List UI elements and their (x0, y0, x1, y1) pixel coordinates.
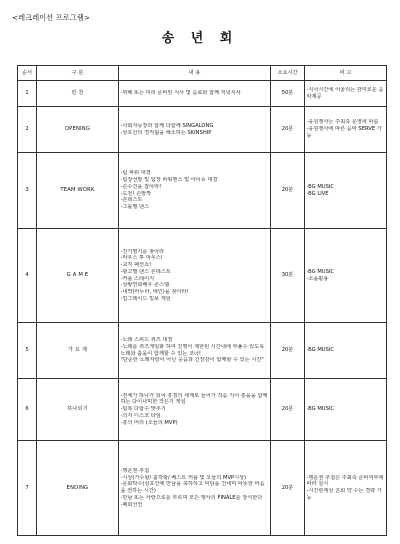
table-row (18, 153, 387, 229)
content-line: -상황연회배우 콘스탭 (120, 282, 170, 289)
row-note (305, 441, 387, 536)
content-line: -교직 패션쇼! (120, 262, 152, 268)
row-content (119, 81, 271, 107)
content-line: -문화박수(상호간에 만남을 축하하고 덕담을 건네며 따뜻한 마음을 전하는 시간) (120, 481, 265, 494)
row-duration: 20분 (271, 441, 305, 536)
content-line: -의자 디스코 타임 (120, 412, 161, 419)
content-line: -흔데스트 (120, 197, 143, 204)
row-note (305, 153, 387, 229)
table-row (18, 107, 387, 153)
table-row (18, 379, 387, 441)
row-note (305, 229, 387, 323)
program-caption: <레크레이션 프로그램> (12, 13, 91, 22)
note-line: -BG LIVE (306, 190, 329, 197)
row-category: TEAM WORK (37, 153, 119, 229)
row-number: 6 (18, 379, 37, 441)
row-category: G A M E (37, 229, 119, 323)
row-duration: 30분 (271, 229, 305, 323)
content-line: -그룹별 댄스 (120, 204, 150, 210)
note-line: -BG MUSIC (306, 406, 335, 413)
row-duration: 50분 (271, 81, 305, 107)
row-content (119, 153, 271, 229)
header-category: 구 분 (37, 66, 119, 81)
content-line: -만남 또는 사랑으로를 부르며 모든 행사의 FINALE를 장식한다 (120, 494, 263, 501)
row-duration: 20분 (271, 107, 305, 153)
row-number: 1 (18, 81, 37, 107)
row-number: 3 (18, 153, 37, 229)
row-note (305, 323, 387, 379)
note-line: -웅원쟁사에 따른 음악 SERVE 가능 (306, 126, 382, 139)
header-duration: 소요시간 (271, 66, 305, 81)
content-line: -업그레이드 빙보 게임 (120, 295, 171, 302)
row-number: 2 (18, 107, 37, 153)
row-content (119, 107, 271, 153)
note-line: -웅원쟁사는 주최측 운영에 따름 (306, 119, 379, 126)
row-category: 하나되기 (37, 379, 119, 441)
header-content: 내 용 (119, 66, 271, 81)
row-content (119, 323, 271, 379)
content-line: -행운권 추첨 (120, 467, 150, 474)
content-line: -팀장선발 및 팀장 파워맨스 및 아이쥬 대결 (120, 177, 218, 183)
page-title: 송 년 회 (161, 31, 239, 46)
content-line: -폐회선언 (120, 501, 143, 508)
content-line: -노래를 퀴즈게임화 하여 진행이 제한된 시간내에 부풀수 있도록 노래와 춤을이 함께할 수 있는 코너! (120, 343, 265, 357)
row-number: 5 (18, 323, 37, 379)
content-line: -상호간의 경직됨을 해소하는 SKINSHIP (120, 129, 212, 136)
row-duration: 20분 (271, 379, 305, 441)
content-line: "단순한 노래자랑이 아닌 웃음과 긴장감이 함께할 수 있는 시간" (120, 357, 264, 364)
row-category: OPENING (37, 107, 119, 153)
content-line: -마우스 투 마우스! (120, 255, 163, 262)
header-note: 비 고 (305, 66, 387, 81)
note-line: -BG MUSIC (306, 268, 335, 275)
content-line: -전체가 하나가 되어 흥겸의 세계로 들어가 작음 지어 흥을을 함께하는 다이나믹한 작은기 게임 (120, 392, 268, 406)
program-table (17, 65, 387, 536)
row-category: 만 찬 (37, 81, 119, 107)
row-note (305, 379, 387, 441)
content-line: -광고별 댄스 흔테스트 (120, 268, 171, 275)
row-duration: 20분 (271, 153, 305, 229)
content-line: -진기명기를 찾아라 (120, 248, 165, 255)
note-line: -소품활용 (306, 275, 329, 282)
row-number: 4 (18, 229, 37, 323)
row-category: ENDING (37, 441, 119, 536)
content-line: -팀복 다합수 맞추기 (120, 406, 166, 413)
content-line: -흥의 머리 (오늘의 MVP) (120, 419, 178, 426)
content-line: -뷔페 또는 미리 준비된 식사 및 음료와 함께 저녁식사 (120, 90, 241, 97)
content-line: -노래 스피드 퀴즈 대결 (120, 337, 173, 343)
row-note (305, 81, 387, 107)
table-row (18, 441, 387, 536)
content-line: -도전! 손발짝 (120, 190, 152, 197)
row-content (119, 229, 271, 323)
row-duration: 20분 (271, 323, 305, 379)
content-line: -시상(가수왕/ 춤작왕/ 베스트 커플 및 오늘의 MVP시상) (120, 474, 247, 481)
note-line: -식사시간에 어울리는 감미로운 음악제공 (306, 86, 384, 100)
table-header-row (18, 66, 387, 81)
row-content (119, 379, 271, 441)
content-line: -사회자등장과 함께 다함께 SINGALONG (120, 122, 214, 129)
table-row (18, 323, 387, 379)
note-line: -행운권 추첨은 주최측 준비여부에 따라 실시 (306, 474, 384, 488)
row-content (119, 441, 271, 536)
header-order: 순서 (18, 66, 37, 81)
note-line: -시간관계상 곤회 약 수는 경략 가능 (306, 488, 382, 501)
row-category: 가 요 제 (37, 323, 119, 379)
row-number: 7 (18, 441, 37, 536)
table-row (18, 229, 387, 323)
content-line: -손수건을 잡아라! (120, 183, 162, 190)
content-line: -내짝(마누라, 애인)을 찾아라! (120, 289, 189, 295)
note-line: -BG MUSIC (306, 347, 335, 354)
table-row (18, 81, 387, 107)
row-note (305, 107, 387, 153)
content-line: -팀 파워 대결 (120, 170, 151, 177)
note-line: -BG MUSIC (306, 183, 335, 190)
content-line: -커플 스테이지 (120, 275, 155, 282)
